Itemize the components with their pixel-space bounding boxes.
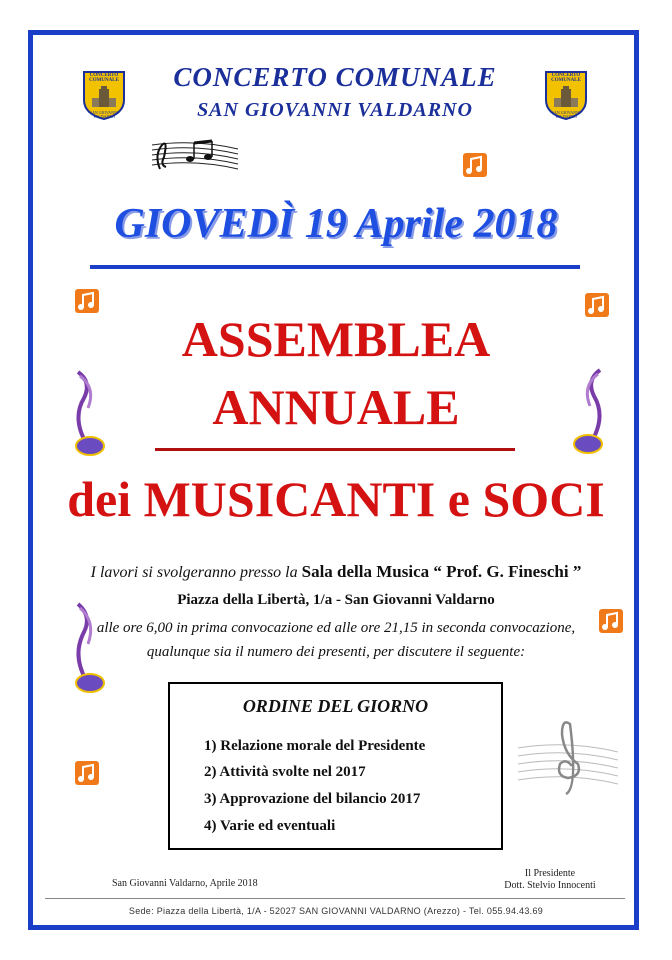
agenda-item: 3) Approvazione del bilancio 2017 (204, 791, 421, 807)
agenda-item: 4) Varie ed eventuali (204, 818, 336, 834)
date-underline (90, 265, 580, 269)
orange-note-icon (462, 152, 488, 178)
venue-line (50, 562, 622, 582)
headline-line2: ANNUALE (212, 379, 460, 435)
headline-line3: dei MUSICANTI e SOCI (67, 471, 605, 527)
agenda-box (168, 682, 503, 850)
org-title: CONCERTO COMUNALE (173, 62, 497, 92)
venue-prefix: I lavori si svolgeranno presso la (90, 564, 298, 581)
venue-name: Sala della Musica “ Prof. G. Fineschi ” (301, 562, 582, 581)
event-date: GIOVEDÌ 19 Aprile 2018 (114, 201, 558, 247)
headline-line1: ASSEMBLEA (181, 311, 491, 367)
footer-address: Sede: Piazza della Libertà, 1/A - 52027 SAN GIOVANNI VALDARNO (Arezzo) - Tel. 055.94.43.69 (128, 906, 544, 916)
agenda-item: 1) Relazione morale del Presidente (204, 738, 426, 754)
crest-left-text-bottom: SAN GIOVANNI VALDARNO (89, 110, 119, 119)
agenda-title: ORDINE DEL GIORNO (242, 696, 429, 716)
place-date: San Giovanni Valdarno, Aprile 2018 (112, 878, 258, 889)
orange-note-icon (74, 288, 100, 314)
music-staff-icon (150, 135, 240, 175)
crest-left-text-top: CONCERTO COMUNALE (89, 73, 119, 83)
attendance-line: qualunque sia il numero dei presenti, per discutere il seguente: (146, 644, 526, 660)
orange-note-icon (74, 760, 100, 786)
headline-underline (155, 448, 515, 451)
crest-right-text-top: CONCERTO COMUNALE (551, 73, 581, 83)
footer-divider (45, 898, 625, 899)
address-line: Piazza della Libertà, 1/a - San Giovanni Valdarno (177, 592, 495, 608)
agenda-item: 2) Attività svolte nel 2017 (204, 764, 366, 780)
time-line: alle ore 6,00 in prima convocazione ed alle ore 21,15 in seconda convocazione, (96, 620, 576, 636)
treble-clef-icon (518, 718, 618, 798)
president-role: Il Presidente (524, 868, 576, 879)
president-name: Dott. Stelvio Innocenti (504, 880, 596, 891)
crest-right-text-bottom: SAN GIOVANNI VALDARNO (551, 110, 581, 119)
org-subtitle: SAN GIOVANNI VALDARNO (197, 99, 473, 121)
